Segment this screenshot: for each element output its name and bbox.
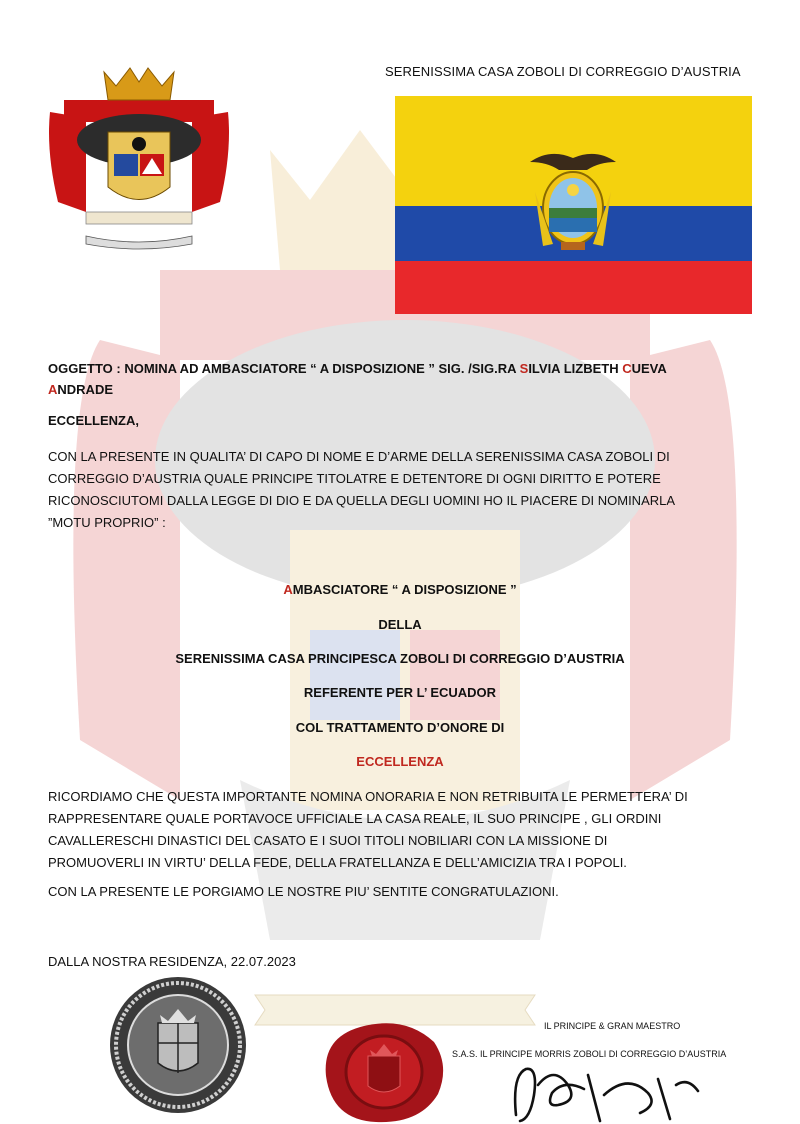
appointment-title bbox=[0, 582, 800, 597]
greeting: ECCELLENZA, bbox=[48, 413, 139, 428]
intro-line: ”MOTU PROPRIO” : bbox=[48, 515, 166, 530]
handwritten-signature bbox=[508, 1055, 708, 1124]
closing-line: CAVALLERESCHI DINASTICI DEL CASATO E I SUOI TITOLI NOBILIARI CON LA MISSIONE DI bbox=[48, 833, 608, 848]
appointment-referent: REFERENTE PER L’ ECUADOR bbox=[303, 685, 497, 700]
closing-line: PROMUOVERLI IN VIRTU’ DELLA FEDE, DELLA FRATELLANZA E DELL’AMICIZIA TRA I POPOLI. bbox=[48, 855, 627, 870]
intro-line: RICONOSCIUTOMI DALLA LEGGE DI DIO E DA QUELLA DEGLI UOMINI HO IL PIACERE DI NOMINARLA bbox=[48, 493, 676, 508]
name-part-2: UEVA bbox=[631, 361, 667, 376]
name-part-3: NDRADE bbox=[57, 382, 114, 397]
signatory-title: IL PRINCIPE & GRAN MAESTRO bbox=[544, 1021, 681, 1031]
congratulations-line: CON LA PRESENTE LE PORGIAMO LE NOSTRE PIU’ SENTITE CONGRATULAZIONI. bbox=[48, 884, 559, 899]
name-part-1: ILVIA LIZBETH bbox=[528, 361, 623, 376]
appointment-treatment: COL TRATTAMENTO D’ONORE DI bbox=[295, 720, 505, 735]
closing-line: RICORDIAMO CHE QUESTA IMPORTANTE NOMINA ONORARIA E NON RETRIBUITA LE PERMETTERA’ DI bbox=[48, 789, 688, 804]
appointment-title-initial: A bbox=[283, 582, 293, 597]
ecuador-flag bbox=[395, 96, 752, 314]
appointment-house: SERENISSIMA CASA PRINCIPESCA ZOBOLI DI CORREGGIO D’AUSTRIA bbox=[175, 651, 625, 666]
subject-prefix: OGGETTO : NOMINA AD AMBASCIATORE “ A DISPOSIZIONE ” SIG. /SIG.RA bbox=[48, 361, 520, 376]
silver-wax-seal bbox=[108, 975, 248, 1115]
subject-line bbox=[48, 358, 748, 400]
intro-line: CORREGGIO D’AUSTRIA QUALE PRINCIPE TITOLATRE E DETENTORE DI OGNI DIRITTO E POTERE bbox=[48, 471, 661, 486]
coat-of-arms-emblem bbox=[46, 62, 232, 252]
house-title: SERENISSIMA CASA ZOBOLI DI CORREGGIO D’AUSTRIA bbox=[385, 64, 741, 79]
name-initial-c: C bbox=[622, 361, 632, 376]
name-initial-s: S bbox=[519, 361, 529, 376]
closing-line: RAPPRESENTARE QUALE PORTAVOCE UFFICIALE LA CASA REALE, IL SUO PRINCIPE , GLI ORDINI bbox=[48, 811, 662, 826]
closing-paragraph bbox=[48, 786, 753, 874]
place-date: DALLA NOSTRA RESIDENZA, 22.07.2023 bbox=[48, 954, 296, 969]
intro-paragraph bbox=[48, 446, 753, 534]
appointment-honorific: ECCELLENZA bbox=[356, 754, 444, 769]
name-initial-a: A bbox=[48, 382, 58, 397]
intro-line: CON LA PRESENTE IN QUALITA’ DI CAPO DI NOME E D’ARME DELLA SERENISSIMA CASA ZOBOLI DI bbox=[48, 449, 670, 464]
appointment-della: DELLA bbox=[378, 617, 422, 632]
appointment-title-rest: MBASCIATORE “ A DISPOSIZIONE ” bbox=[292, 582, 517, 597]
signatory-name: S.A.S. IL PRINCIPE MORRIS ZOBOLI DI CORREGGIO D’AUSTRIA bbox=[452, 1049, 727, 1059]
red-wax-seal bbox=[316, 1016, 448, 1124]
